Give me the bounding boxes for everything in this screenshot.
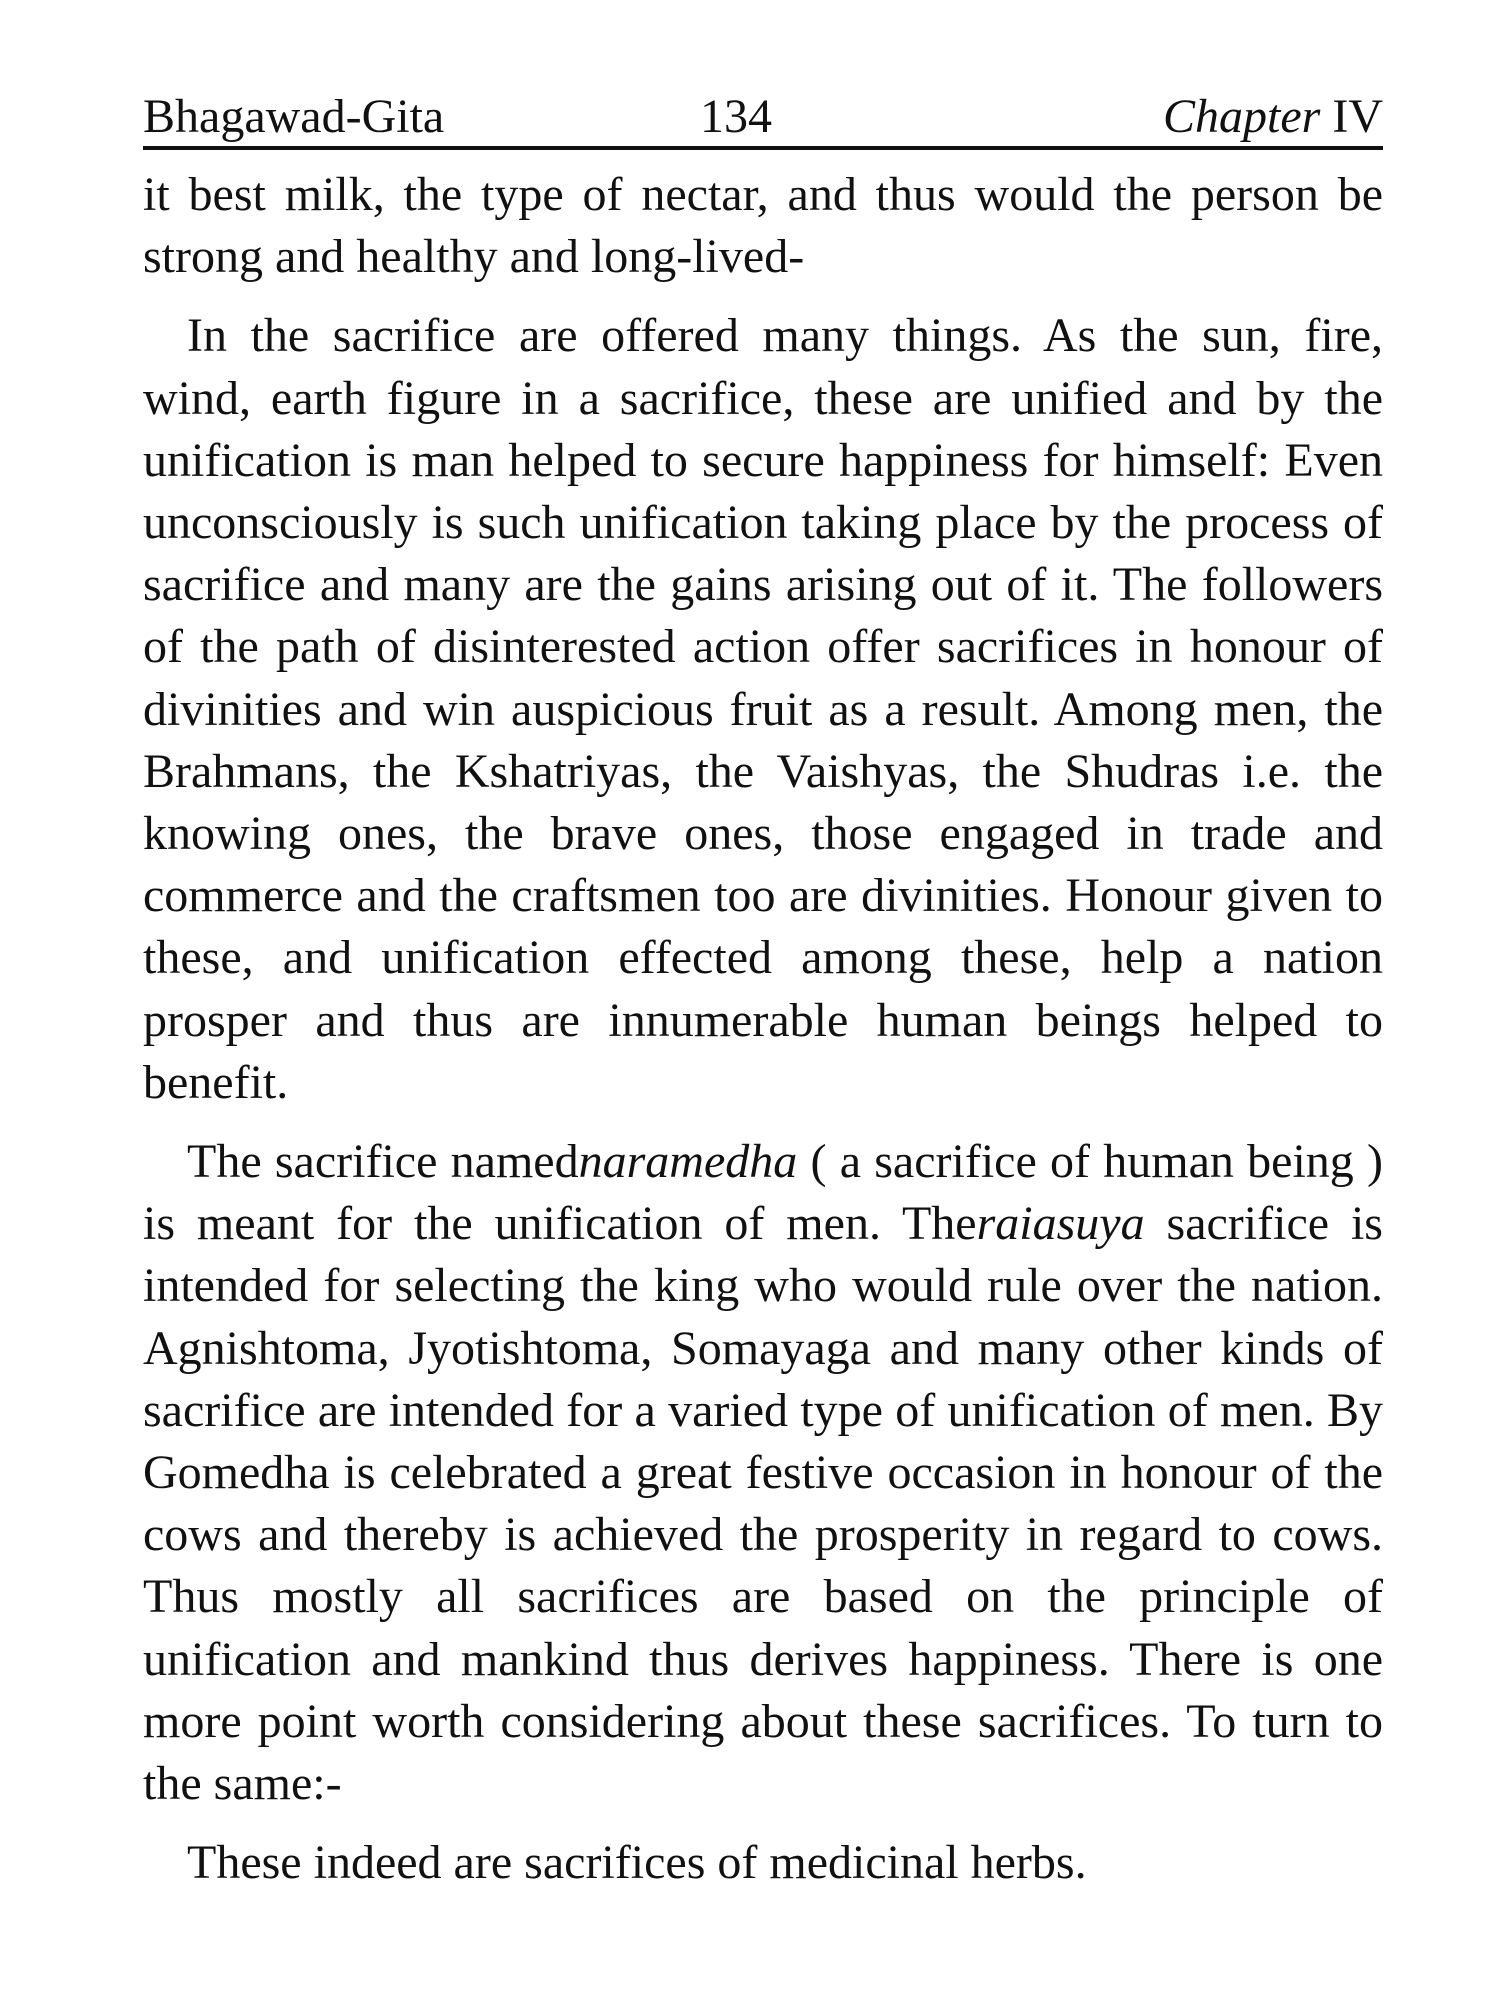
body-text [143, 164, 1383, 1894]
paragraph-named-sacrifices [143, 1131, 1383, 1815]
chapter-number: IV [1332, 90, 1383, 143]
paragraph-medicinal-herbs: These indeed are sacrifices of medicinal herbs. [187, 1836, 1087, 1890]
book-title: Bhagawad-Gita [143, 90, 445, 143]
page-number: 134 [700, 90, 772, 143]
chapter-heading [1163, 88, 1383, 146]
running-header [143, 88, 1383, 150]
paragraph-text: ( a sacrifice of human being ) is meant for the unification of men. The [143, 1135, 1384, 1251]
paragraph-sacrifice-offerings: In the sacrifice are offered many things. As the sun, fire, wind, earth figure in a sacrifice, these are unified and by the unification is man helped to secure happiness for himself: Even unconsciously is such unification taking place by the process of sacrifice and many are the gains arising out of it. The followers of the path of disinterested action offer sacrifices in honour of divinities and win auspicious fruit as a result. Among men, the Brahmans, the Kshatriyas, the Vaishyas, the Shudras i.e. the knowing ones, the brave ones, those engaged in trade and commerce and the craftsmen too are divinities. Honour given to these, and unification effected among these, help a nation prosper and thus are innumerable human beings helped to benefit. [143, 309, 1383, 1109]
term-raiasuya: raiasuya [976, 1197, 1145, 1251]
term-naramedha: naramedha [578, 1135, 798, 1189]
chapter-label: Chapter [1163, 90, 1321, 143]
paragraph-continued: it best milk, the type of nectar, and thus would the person be strong and healthy and long-lived- [143, 168, 1383, 284]
paragraph-text: sacrifice is intended for selecting the king who would rule over the nation. Agnishtoma, Jyotishtoma, Somayaga and many other kinds of sacrifice are intended for a varied type of unification of men. By Gomedha is celebrated a great festive occasion in honour of the cows and thereby is achieved the prosperity in regard to cows. Thus mostly all sacrifices are based on the principle of unification and mankind thus derives happiness. There is one more point worth considering about these sacrifices. To turn to the same:- [143, 1197, 1383, 1811]
book-page [143, 88, 1383, 1911]
paragraph-text: The sacrifice named [187, 1135, 579, 1189]
